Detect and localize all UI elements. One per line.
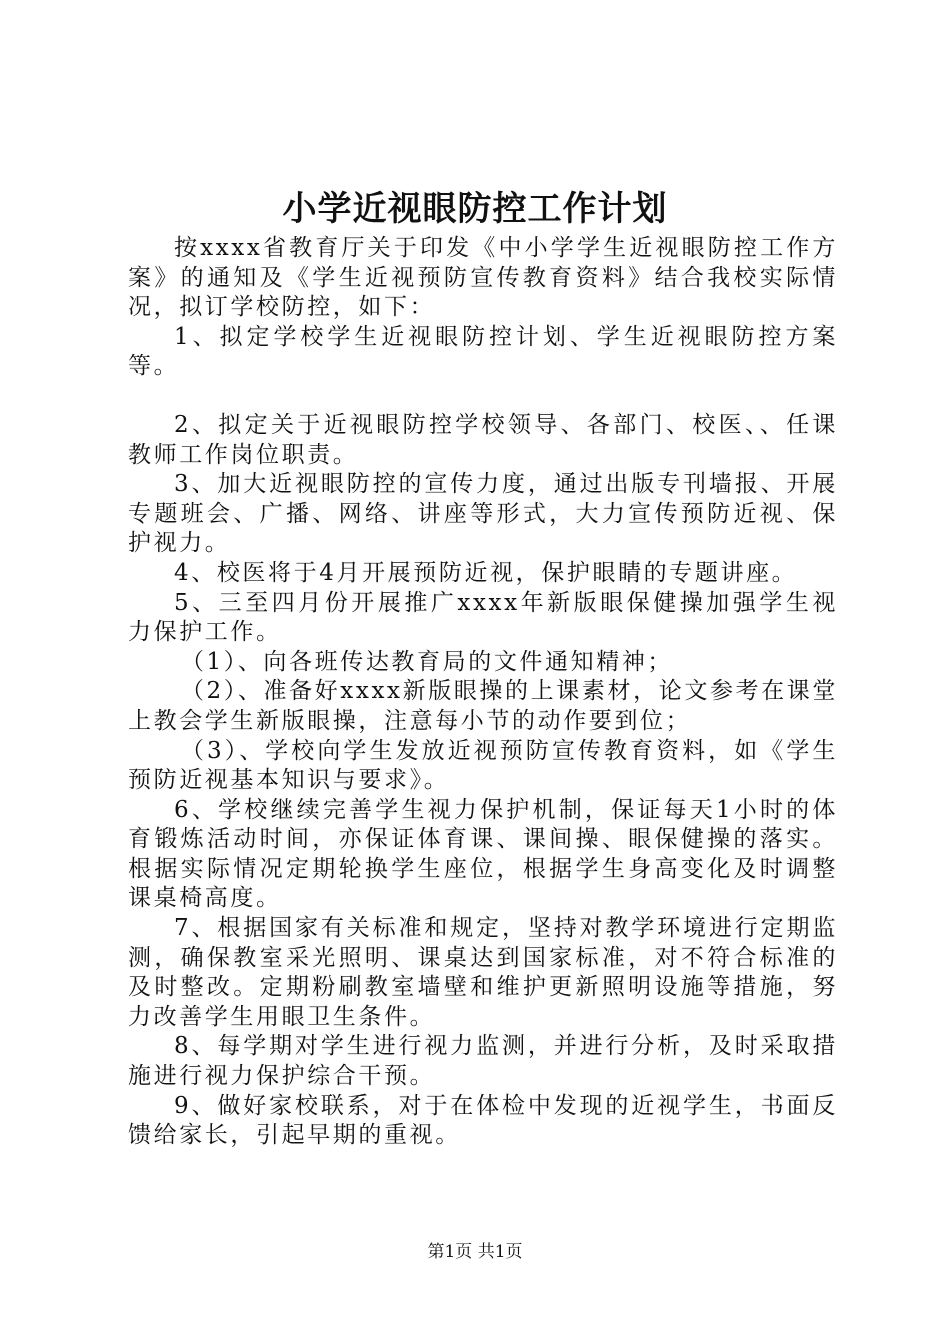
sub-item-3-paragraph: （3）、学校向学生发放近视预防宣传教育资料，如《学生预防近视基本知识与要求》。	[128, 737, 838, 794]
intro-paragraph: 按xxxx省教育厅关于印发《中小学学生近视眼防控工作方案》的通知及《学生近视预防宣传教育资料》结合我校实际情况，拟订学校防控，如下：	[128, 235, 838, 321]
item-8-paragraph: 8、每学期对学生进行视力监测，并进行分析，及时采取措施进行视力保护综合干预。	[128, 1033, 838, 1090]
sub-item-2-paragraph: （2）、准备好xxxx新版眼操的上课素材，论文参考在课堂上教会学生新版眼操，注意每小节的动作要到位；	[128, 678, 838, 734]
item-3-paragraph: 3、加大近视眼防控的宣传力度，通过出版专刊墙报、开展专题班会、广播、网络、讲座等形式，大力宣传预防近视、保护视力。	[128, 471, 838, 557]
item-6-paragraph: 6、学校继续完善学生视力保护机制，保证每天1小时的体育锻炼活动时间，亦保证体育课、课间操、眼保健操的落实。根据实际情况定期轮换学生座位，根据学生身高变化及时调整课桌椅高度。	[128, 796, 838, 912]
page-footer: 第1页 共1页	[427, 1242, 523, 1262]
item-7-paragraph: 7、根据国家有关标准和规定，坚持对教学环境进行定期监测，确保教室采光照明、课桌达到国家标准，对不符合标准的及时整改。定期粉刷教室墙壁和维护更新照明设施等措施，努力改善学生用眼卫生条件。	[128, 915, 838, 1030]
document-title: 小学近视眼防控工作计划	[282, 189, 668, 229]
item-4-paragraph: 4、校医将于4月开展预防近视，保护眼睛的专题讲座。	[174, 559, 798, 586]
item-9-paragraph: 9、做好家校联系，对于在体检中发现的近视学生，书面反馈给家长，引起早期的重视。	[128, 1092, 838, 1149]
document-body	[128, 234, 838, 1151]
item-1-paragraph: 1、拟定学校学生近视眼防控计划、学生近视眼防控方案等。	[128, 323, 838, 380]
item-2-paragraph: 2、拟定关于近视眼防控学校领导、各部门、校医、、任课教师工作岗位职责。	[128, 411, 838, 468]
sub-item-1-paragraph: （1）、向各班传达教育局的文件通知精神；	[180, 648, 674, 675]
item-5-paragraph: 5、三至四月份开展推广xxxx年新版眼保健操加强学生视力保护工作。	[128, 589, 838, 646]
